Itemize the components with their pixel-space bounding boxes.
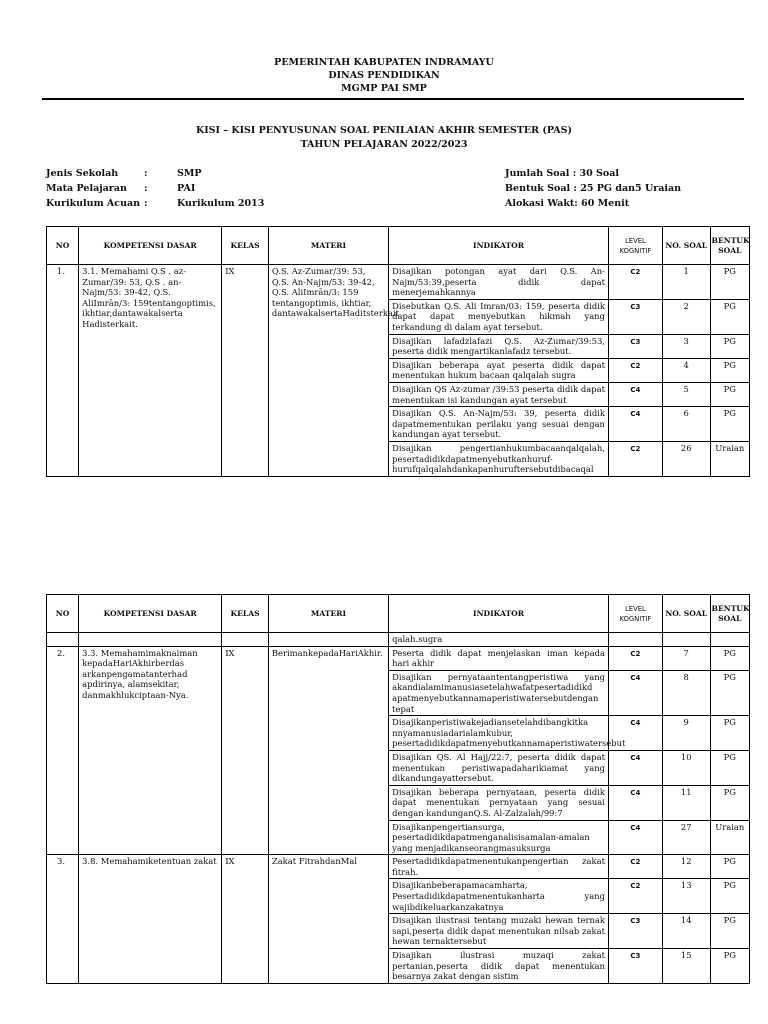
no-soal-cell: 4 [662, 358, 710, 382]
col-materi: MATERI [268, 227, 388, 265]
table-row [47, 646, 750, 670]
info-row: Jumlah Soal : 30 Soal [505, 168, 620, 179]
materi-cell: Zakat FitrahdanMal [268, 855, 388, 984]
col-indikator: INDIKATOR [389, 227, 609, 265]
kelas-cell: IX [222, 265, 269, 477]
level-cell: C3 [608, 914, 662, 949]
col-no-soal: NO. SOAL [662, 227, 710, 265]
col-materi: MATERI [268, 595, 388, 633]
col-indikator: INDIKATOR [389, 595, 609, 633]
bentuk-cell: PG [710, 716, 749, 751]
bentuk-cell: PG [710, 265, 749, 300]
indikator-cell: Disajikan QS Az-zumar /39:53 peserta didik dapat menentukan isi kandungan ayat tersebut [389, 382, 609, 406]
table-row [47, 265, 750, 300]
bentuk-cell: PG [710, 407, 749, 442]
indikator-cell: Disajikan ilustrasi muzaqi zakat pertanian,peserta didik dapat menentukan besarnya zakat dengan sistim [389, 949, 609, 984]
kelas-cell: IX [222, 646, 269, 855]
no-soal-cell: 5 [662, 382, 710, 406]
no-soal-cell: 13 [662, 879, 710, 914]
level-cell: C4 [608, 820, 662, 855]
kisi-table-1 [46, 226, 750, 477]
bentuk-cell: Uraian [710, 441, 749, 476]
bentuk-cell: PG [710, 382, 749, 406]
indikator-cell: qalah.sugra [389, 633, 609, 647]
table-header-row [47, 595, 750, 633]
col-kompetensi: KOMPETENSI DASAR [79, 595, 222, 633]
indikator-cell: Disajikan pernyataantentangperistiwa yang akandialamimanusiasetelahwafatpesertadidikd apatmenyebutkannamaperistiwatersebutdengan tepat [389, 670, 609, 715]
indikator-cell: Disajikan ilustrasi tentang muzaki hewan ternak sapi,peserta didik dapat menentukan nilsab zakat hewan ternaktersebut [389, 914, 609, 949]
no-soal-cell: 15 [662, 949, 710, 984]
col-bentuk: BENTUK SOAL [710, 227, 749, 265]
indikator-cell: Pesertadidikdapatmenentukanpengertian zakat fitrah. [389, 855, 609, 879]
level-cell: C2 [608, 441, 662, 476]
level-cell: C4 [608, 670, 662, 715]
indikator-cell: Disajikan beberapa pernyataan, peserta didik dapat menentukan pernyataan yang sesuai dengan kandunganQ.S. Al-Zalzalah/99:7 [389, 785, 609, 820]
info-left [46, 168, 264, 213]
no-soal-cell: 9 [662, 716, 710, 751]
col-bentuk: BENTUK SOAL [710, 595, 749, 633]
bentuk-cell: PG [710, 879, 749, 914]
indikator-cell: Disajikan pengertianhukumbacaanqalqalah, pesertadidikdapatmenyebutkanhuruf-hurufqalqalahdankapanhuruftersebutdibacaqal [389, 441, 609, 476]
table-row [47, 855, 750, 879]
level-cell: C4 [608, 716, 662, 751]
indikator-cell: Disajikan QS. Al Hajj/22:7, peserta didik dapat menentukan peristiwapadaharikiamat yang dikandungayattersebut. [389, 750, 609, 785]
indikator-cell: Disajikan Q.S. An-Najm/53: 39, peserta didik dapatmementukan perilaku yang sesuai dengan kandungan ayat tersebut. [389, 407, 609, 442]
info-right [505, 168, 681, 213]
doc-subtitle: TAHUN PELAJARAN 2022/2023 [300, 139, 468, 150]
bentuk-cell: PG [710, 914, 749, 949]
kompetensi-cell: 3.8. Memahamiketentuan zakat [79, 855, 222, 984]
table-row-continuation [47, 633, 750, 647]
no-soal-cell: 6 [662, 407, 710, 442]
indikator-cell: Disajikan lafadzlafazi Q.S. Az-Zumar/39:53, peserta didik mengartikanlafadz tersebut. [389, 334, 609, 358]
bentuk-cell: PG [710, 358, 749, 382]
level-cell: C2 [608, 646, 662, 670]
kisi-table-2 [46, 594, 750, 984]
col-kompetensi: KOMPETENSI DASAR [79, 227, 222, 265]
header-line-2: DINAS PENDIDIKAN [328, 70, 440, 81]
header-line-3: MGMP PAI SMP [341, 83, 427, 94]
no-soal-cell: 7 [662, 646, 710, 670]
level-cell: C4 [608, 407, 662, 442]
col-no-soal: NO. SOAL [662, 595, 710, 633]
level-cell: C3 [608, 299, 662, 334]
col-level: LEVEL KOGNITIF [608, 227, 662, 265]
col-no: NO [47, 595, 79, 633]
no-soal-cell: 3 [662, 334, 710, 358]
indikator-cell: Disajikanpengertiansurga, pesertadidikdapatmenganalisisamalan-amalan yang menjadikanseorangmasuksurga [389, 820, 609, 855]
level-cell: C2 [608, 855, 662, 879]
level-cell: C3 [608, 334, 662, 358]
level-cell: C2 [608, 265, 662, 300]
bentuk-cell: PG [710, 646, 749, 670]
col-kelas: KELAS [222, 227, 269, 265]
kelas-cell: IX [222, 855, 269, 984]
info-row: Kurikulum Acuan : Kurikulum 2013 [46, 198, 265, 209]
no-soal-cell: 27 [662, 820, 710, 855]
materi-cell: BerimankepadaHariAkhir. [268, 646, 388, 855]
no-soal-cell: 8 [662, 670, 710, 715]
no-cell: 2. [47, 646, 79, 855]
col-level: LEVEL KOGNITIF [608, 595, 662, 633]
header-line-1: PEMERINTAH KABUPATEN INDRAMAYU [274, 57, 494, 68]
level-cell: C4 [608, 750, 662, 785]
bentuk-cell: PG [710, 855, 749, 879]
bentuk-cell: PG [710, 334, 749, 358]
bentuk-cell: Uraian [710, 820, 749, 855]
kompetensi-cell: 3.3. Memahamimaknaiman kepadaHariAkhirberdas arkanpengamatanterhad apdirinya, alamsekitar, danmakhlukciptaan-Nya. [79, 646, 222, 855]
bentuk-cell: PG [710, 299, 749, 334]
level-cell: C2 [608, 358, 662, 382]
level-cell: C2 [608, 879, 662, 914]
no-cell: 3. [47, 855, 79, 984]
no-soal-cell: 2 [662, 299, 710, 334]
indikator-cell: Disajikan potongan ayat dari Q.S. An-Najm/53:39,peserta didik dapat menerjemahkannya [389, 265, 609, 300]
info-row: Mata Pelajaran : PAI [46, 183, 196, 194]
bentuk-cell: PG [710, 949, 749, 984]
doc-title: KISI – KISI PENYUSUNAN SOAL PENILAIAN AKHIR SEMESTER (PAS) [195, 125, 573, 136]
level-cell: C4 [608, 382, 662, 406]
no-soal-cell: 10 [662, 750, 710, 785]
info-row: Alokasi Wakt: 60 Menit [505, 198, 630, 209]
table-header-row [47, 227, 750, 265]
no-soal-cell: 11 [662, 785, 710, 820]
col-kelas: KELAS [222, 595, 269, 633]
materi-cell: Q.S. Az-Zumar/39: 53, Q.S. An-Najm/53: 39-42, Q.S. AliImrān/3: 159 tentangoptimis, ikhtiar, dantawakalsertaHaditsterkait [268, 265, 388, 477]
no-cell: 1. [47, 265, 79, 477]
no-soal-cell: 1 [662, 265, 710, 300]
kompetensi-cell: 3.1. Memahami Q.S . az-Zumar/39: 53, Q.S . an-Najm/53: 39-42, Q.S. AliImrān/3: 159tentangoptimis, ikhtiar,dantawakalserta Hadisterkait. [79, 265, 222, 477]
bentuk-cell: PG [710, 785, 749, 820]
no-soal-cell: 14 [662, 914, 710, 949]
level-cell: C4 [608, 785, 662, 820]
indikator-cell: Disajikanbeberapamacamharta, Pesertadidikdapatmenentukanharta yang wajibdikeluarkanzakatnya [389, 879, 609, 914]
bentuk-cell: PG [710, 750, 749, 785]
indikator-cell: Disajikan beberapa ayat peserta didik dapat menentukan hukum bacaan qalqalah sugra [389, 358, 609, 382]
level-cell: C3 [608, 949, 662, 984]
info-row: Bentuk Soal : 25 PG dan5 Uraian [505, 183, 682, 194]
bentuk-cell: PG [710, 670, 749, 715]
no-soal-cell: 26 [662, 441, 710, 476]
indikator-cell: Disebutkan Q.S. Ali Imran/03: 159, peserta didik dapat dapat menyebutkan hikmah yang terkandung di dalam ayat tersebut. [389, 299, 609, 334]
indikator-cell: Disajikanperistiwakejadiansetelahdibangkitka nnyamanusiadarialamkubur, pesertadidikdapatmenyebutkannamaperistiwatersebut [389, 716, 609, 751]
no-soal-cell: 12 [662, 855, 710, 879]
col-no: NO [47, 227, 79, 265]
info-row: Jenis Sekolah : SMP [46, 168, 202, 179]
indikator-cell: Peserta didik dapat menjelaskan iman kepada hari akhir [389, 646, 609, 670]
header-rule [42, 98, 744, 100]
